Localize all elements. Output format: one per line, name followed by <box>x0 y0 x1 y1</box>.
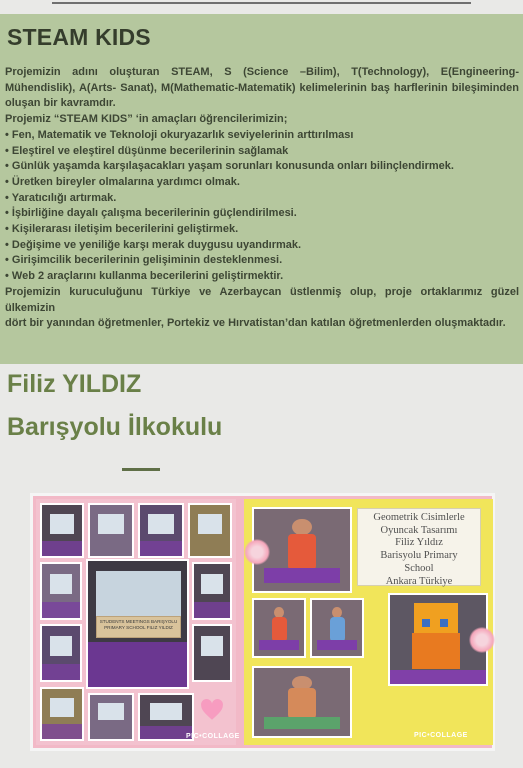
collage-watermark: PIC•COLLAGE <box>414 732 468 739</box>
photo-collage <box>30 493 495 751</box>
collage-photo <box>88 503 134 558</box>
info-line: Barisyolu Primary <box>380 550 458 562</box>
info-line: Geometrik Cisimlerle <box>373 512 465 523</box>
author-name: Filiz YILDIZ <box>7 370 142 398</box>
collage-photo <box>40 503 84 558</box>
closing-line-1: Projemizin kuruculuğunu Türkiye ve Azerbaycan üstlenmiş olup, proje ortaklarımız güzel ülkemizin <box>5 285 519 314</box>
collage-right-panel <box>244 499 493 745</box>
flower-decoration <box>469 627 495 653</box>
info-line: Oyuncak Tasarımı <box>380 524 458 536</box>
collage-left-panel <box>36 499 240 745</box>
aim-item: • Günlük yaşamda karşılaşacakları yaşam sorunları konusunda onları bilinçlendirmek. <box>5 160 454 173</box>
aim-item: • Üretken bireyler olmalarına yardımcı olmak. <box>5 175 240 188</box>
student-photo <box>252 598 306 658</box>
section-divider <box>122 468 160 471</box>
steam-kids-card <box>0 14 523 364</box>
collage-photo <box>138 503 184 558</box>
info-line: Filiz Yıldız <box>395 537 443 549</box>
top-separator <box>0 0 523 12</box>
project-info-box <box>357 508 481 586</box>
flower-decoration <box>244 539 270 565</box>
heart-icon <box>199 697 225 723</box>
student-photo <box>310 598 364 658</box>
aim-item: • Yaratıcılığı artırmak. <box>5 191 117 204</box>
collage-photo <box>40 624 82 682</box>
collage-photo <box>188 503 232 558</box>
school-name: Barışyolu İlkokulu <box>7 413 223 441</box>
collage-photo <box>192 624 232 682</box>
collage-photo <box>40 687 84 741</box>
card-title: STEAM KIDS <box>7 24 151 50</box>
aims-heading: Projemiz “STEAM KIDS” ‘in amaçları öğrencilerimizin; <box>5 113 288 126</box>
collage-photo <box>192 562 232 620</box>
aim-item: • Girişimcilik becerilerinin gelişiminin desteklenmesi. <box>5 254 283 267</box>
aim-item: • Fen, Matematik ve Teknoloji okuryazarlık seviyelerinin arttırılması <box>5 128 354 141</box>
student-photo <box>252 666 352 738</box>
aim-item: • Web 2 araçlarını kullanma becerilerini geliştirmektir. <box>5 270 284 283</box>
card-body <box>5 65 519 332</box>
collage-photo <box>88 693 134 741</box>
intro-paragraph: Projemizin adını oluşturan STEAM, S (Science –Bilim), T(Technology), E(Engineering-Mühendislik), A(Arts- Sanat), M(Mathematic-Matematik) kelimelerinin baş harflerinin bileşiminden oluşan bir kavramdır. <box>5 66 519 110</box>
info-line: Ankara Türkiye <box>385 575 453 587</box>
meeting-caption: STUDENTS MEETINGS BARIŞYOLU PRIMARY SCHOOL FILIZ YILDIZ <box>96 616 181 638</box>
aim-item: • Eleştirel ve eleştirel düşünme becerilerinin sağlamak <box>5 144 289 157</box>
collage-photo <box>40 562 82 620</box>
collage-watermark: PIC•COLLAGE <box>186 733 240 740</box>
aim-item: • Kişilerarası iletişim becerilerini geliştirmek. <box>5 223 239 236</box>
info-line: School <box>404 562 434 574</box>
aim-item: • Değişime ve yeniliğe karşı merak duygusu uyandırmak. <box>5 238 302 251</box>
closing-line-2: dört bir yanından öğretmenler, Portekiz ve Hırvatistan’dan katılan öğretmenlerden oluşmaktadır. <box>5 317 506 330</box>
aim-item: • İşbirliğine dayalı çalışma becerilerinin güçlendirilmesi. <box>5 207 297 220</box>
